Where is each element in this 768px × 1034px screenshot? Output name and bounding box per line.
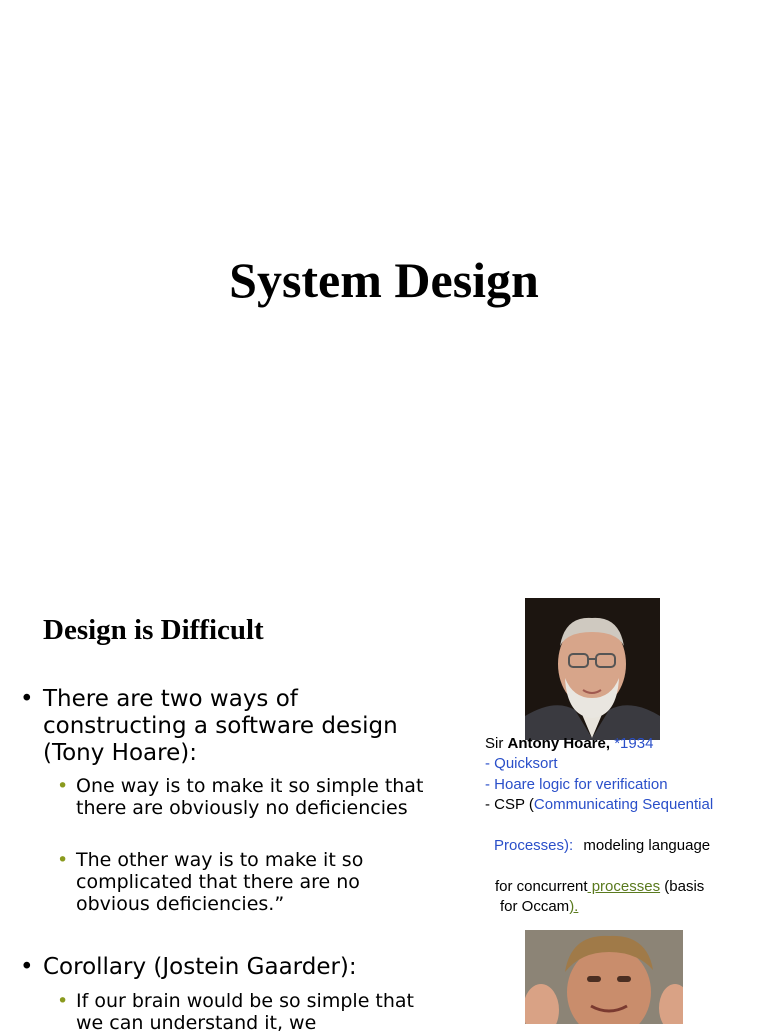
tony-hoare-photo [525, 598, 660, 740]
slide-design-is-difficult [0, 560, 768, 1034]
bullet-marker: • [20, 686, 34, 712]
sub-bullet-simple [57, 775, 437, 819]
jostein-gaarder-photo [525, 930, 683, 1024]
sidebar-occam-line [500, 897, 578, 917]
bullet-text: There are two ways of constructing a software design (Tony Hoare): [43, 686, 398, 766]
sidebar-comma: , [605, 735, 611, 752]
sidebar-occam-link[interactable]: ). [569, 898, 579, 915]
sidebar-csp-link[interactable]: Communicating Sequential [533, 796, 714, 813]
sub-bullet-marker: • [57, 990, 69, 1012]
sidebar-concurrent-line [495, 877, 704, 897]
bullet-marker: • [20, 954, 34, 980]
sidebar-name-line [485, 734, 653, 754]
sub-bullet-marker: • [57, 775, 69, 797]
sub-bullet-complicated [57, 849, 437, 915]
sidebar-modeling-text: modeling language [583, 837, 711, 854]
bullet-corollary [20, 954, 440, 981]
sidebar-basis-text: (basis [660, 878, 705, 895]
sidebar-occam-text: for Occam [500, 898, 570, 915]
sidebar-processes-link[interactable]: Processes): [494, 837, 574, 854]
portrait-illustration [525, 598, 660, 740]
sub-bullet-text: One way is to make it so simple that there are obviously no deficiencies [76, 775, 424, 819]
sub-bullet-brain [57, 990, 437, 1034]
bullet-text: Corollary (Jostein Gaarder): [43, 954, 357, 980]
sub-bullet-text: The other way is to make it so complicated that there are no obvious deficiencies.” [76, 849, 364, 915]
sidebar-name: Antony Hoare [507, 735, 606, 752]
sub-bullet-text: If our brain would be so simple that we can understand it, we [76, 990, 415, 1034]
sidebar-sir: Sir [485, 735, 504, 752]
sidebar-processes-line [494, 836, 710, 856]
sidebar-hoare-logic-link[interactable]: - Hoare logic for verification [485, 776, 668, 793]
slide-heading: Design is Difficult [43, 614, 264, 646]
sidebar-processes-link-2[interactable]: processes [587, 878, 661, 895]
sidebar-csp-line [485, 795, 713, 815]
portrait-illustration [525, 930, 683, 1024]
bullet-tony-hoare [20, 686, 440, 767]
sub-bullet-marker: • [57, 849, 69, 871]
sidebar-born-link[interactable]: *1934 [614, 735, 654, 752]
sidebar-quicksort-link[interactable]: - Quicksort [485, 755, 558, 772]
sidebar-csp-prefix: - CSP ( [485, 796, 534, 813]
sidebar-concurrent-text: for concurrent [495, 878, 588, 895]
slide-title-heading: System Design [229, 252, 539, 308]
